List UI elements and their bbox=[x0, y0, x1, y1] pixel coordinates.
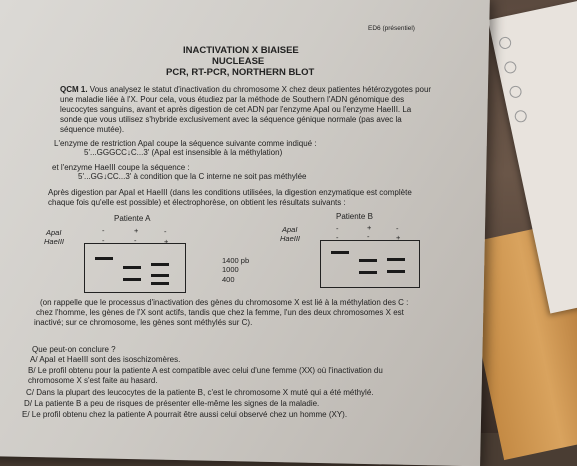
band-b-lane3-400 bbox=[387, 270, 405, 273]
reminder-line-2: chez l'homme, les gènes de l'X sont actifs, tandis que chez la femme, l'un des deux chromosomes X est bbox=[36, 308, 404, 317]
answer-e: E/ Le profil obtenu chez la patiente A pourrait être aussi celui observé chez un homme (XY). bbox=[22, 410, 348, 419]
sign-a-hae-3: + bbox=[164, 237, 169, 246]
header-right: ED6 (présentiel) bbox=[368, 25, 415, 32]
row-apai-label-a: ApaI bbox=[46, 228, 62, 237]
sign-a-apai-1: - bbox=[102, 226, 105, 235]
gel-patient-b bbox=[320, 240, 420, 288]
reminder-line-1: (on rappelle que le processus d'inactivation des gènes du chromosome X est lié à la méthylation des C : bbox=[40, 298, 409, 307]
answer-b: B/ Le profil obtenu pour la patiente A est compatible avec celui d'une femme (XX) où l'inactivation du bbox=[28, 366, 383, 375]
sign-a-apai-3: - bbox=[164, 227, 167, 236]
sign-b-hae-2: - bbox=[367, 232, 370, 241]
intro-line-5: séquence mutée). bbox=[60, 125, 125, 134]
answer-c: C/ Dans la plupart des leucocytes de la patiente B, c'est le chromosome X muté qui a été méthylé. bbox=[26, 388, 374, 397]
sign-b-apai-3: - bbox=[396, 224, 399, 233]
haeiii-line-2: 5'...GG↓CC...3' à condition que la C interne ne soit pas méthylée bbox=[78, 172, 307, 181]
band-a-lane3-400 bbox=[151, 282, 169, 285]
intro-line-1: Vous analysez le statut d'inactivation du chromosome X chez deux patientes hétérozygotes pour bbox=[89, 85, 432, 94]
size-label-1000: 1000 bbox=[222, 265, 239, 274]
intro-line-3: leucocytes sanguins, avant et après digestion de cet ADN par l'enzyme ApaI ou l'enzyme HaeIII. La bbox=[60, 105, 412, 114]
after-line-2: chaque fois qu'elle est possible) et électrophorèse, on obtient les résultats suivants : bbox=[48, 198, 346, 207]
haeiii-line-1: et l'enzyme HaeIII coupe la séquence : bbox=[52, 163, 190, 172]
title-line-3: PCR, RT-PCR, NORTHERN BLOT bbox=[166, 67, 315, 78]
qcm-label: QCM 1. bbox=[60, 85, 88, 94]
band-a-lane3-1000 bbox=[151, 274, 169, 277]
answer-a: A/ ApaI et HaeIII sont des isoschizomères. bbox=[30, 355, 181, 364]
band-a-lane2-400 bbox=[123, 278, 141, 281]
band-a-lane3-1400 bbox=[151, 263, 169, 266]
band-b-lane2-400 bbox=[359, 271, 377, 274]
question: Que peut-on conclure ? bbox=[32, 345, 116, 354]
sign-a-apai-2: + bbox=[134, 226, 139, 235]
sign-b-hae-3: + bbox=[396, 233, 401, 242]
row-haeiii-label-b: HaeIII bbox=[280, 234, 301, 243]
answer-b-cont: chromosome X s'est faite au hasard. bbox=[28, 376, 158, 385]
sign-b-apai-2: + bbox=[367, 223, 372, 232]
band-a-lane1-1400 bbox=[95, 257, 113, 260]
band-a-lane2-1000 bbox=[123, 266, 141, 269]
title-line-1: INACTIVATION X BIAISEE bbox=[183, 45, 299, 56]
intro-line-2: une maladie liée à l'X. Pour cela, vous étudiez par la méthode de Southern l'ADN génomique des bbox=[60, 95, 405, 104]
patient-b-label: Patiente B bbox=[336, 212, 373, 221]
sign-a-hae-2: - bbox=[134, 236, 137, 245]
reminder-line-3: inactivé; sur ce chromosome, les gènes sont méthylés sur C). bbox=[34, 318, 253, 327]
title-line-2: NUCLEASE bbox=[212, 56, 265, 67]
after-line-1: Après digestion par ApaI et HaeIII (dans les conditions utilisées, la digestion enzymatique est complète bbox=[48, 188, 412, 197]
apai-line-2: 5'...GGGCC↓C...3' (ApaI est insensible à la méthylation) bbox=[84, 148, 283, 157]
band-b-lane1-1400 bbox=[331, 251, 349, 254]
band-b-lane2-1000 bbox=[359, 259, 377, 262]
row-apai-label-b: ApaI bbox=[282, 225, 298, 234]
size-label-400: 400 bbox=[222, 275, 235, 284]
sign-b-apai-1: - bbox=[336, 224, 339, 233]
sign-a-hae-1: - bbox=[102, 236, 105, 245]
patient-a-label: Patiente A bbox=[114, 214, 151, 223]
sign-b-hae-1: - bbox=[336, 233, 339, 242]
row-haeiii-label-a: HaeIII bbox=[44, 237, 65, 246]
intro-line-4: sonde que vous utilisez s'hybride exclusivement avec la séquence génique normale (pas avec la bbox=[60, 115, 402, 124]
apai-line-1: L'enzyme de restriction ApaI coupe la séquence suivante comme indiqué : bbox=[54, 139, 317, 148]
band-b-lane3-1000 bbox=[387, 258, 405, 261]
size-label-1400: 1400 pb bbox=[222, 256, 250, 265]
intro-paragraph bbox=[60, 85, 431, 95]
answer-d: D/ La patiente B a peu de risques de présenter elle-même les signes de la maladie. bbox=[24, 399, 320, 408]
gel-patient-a bbox=[84, 243, 186, 293]
